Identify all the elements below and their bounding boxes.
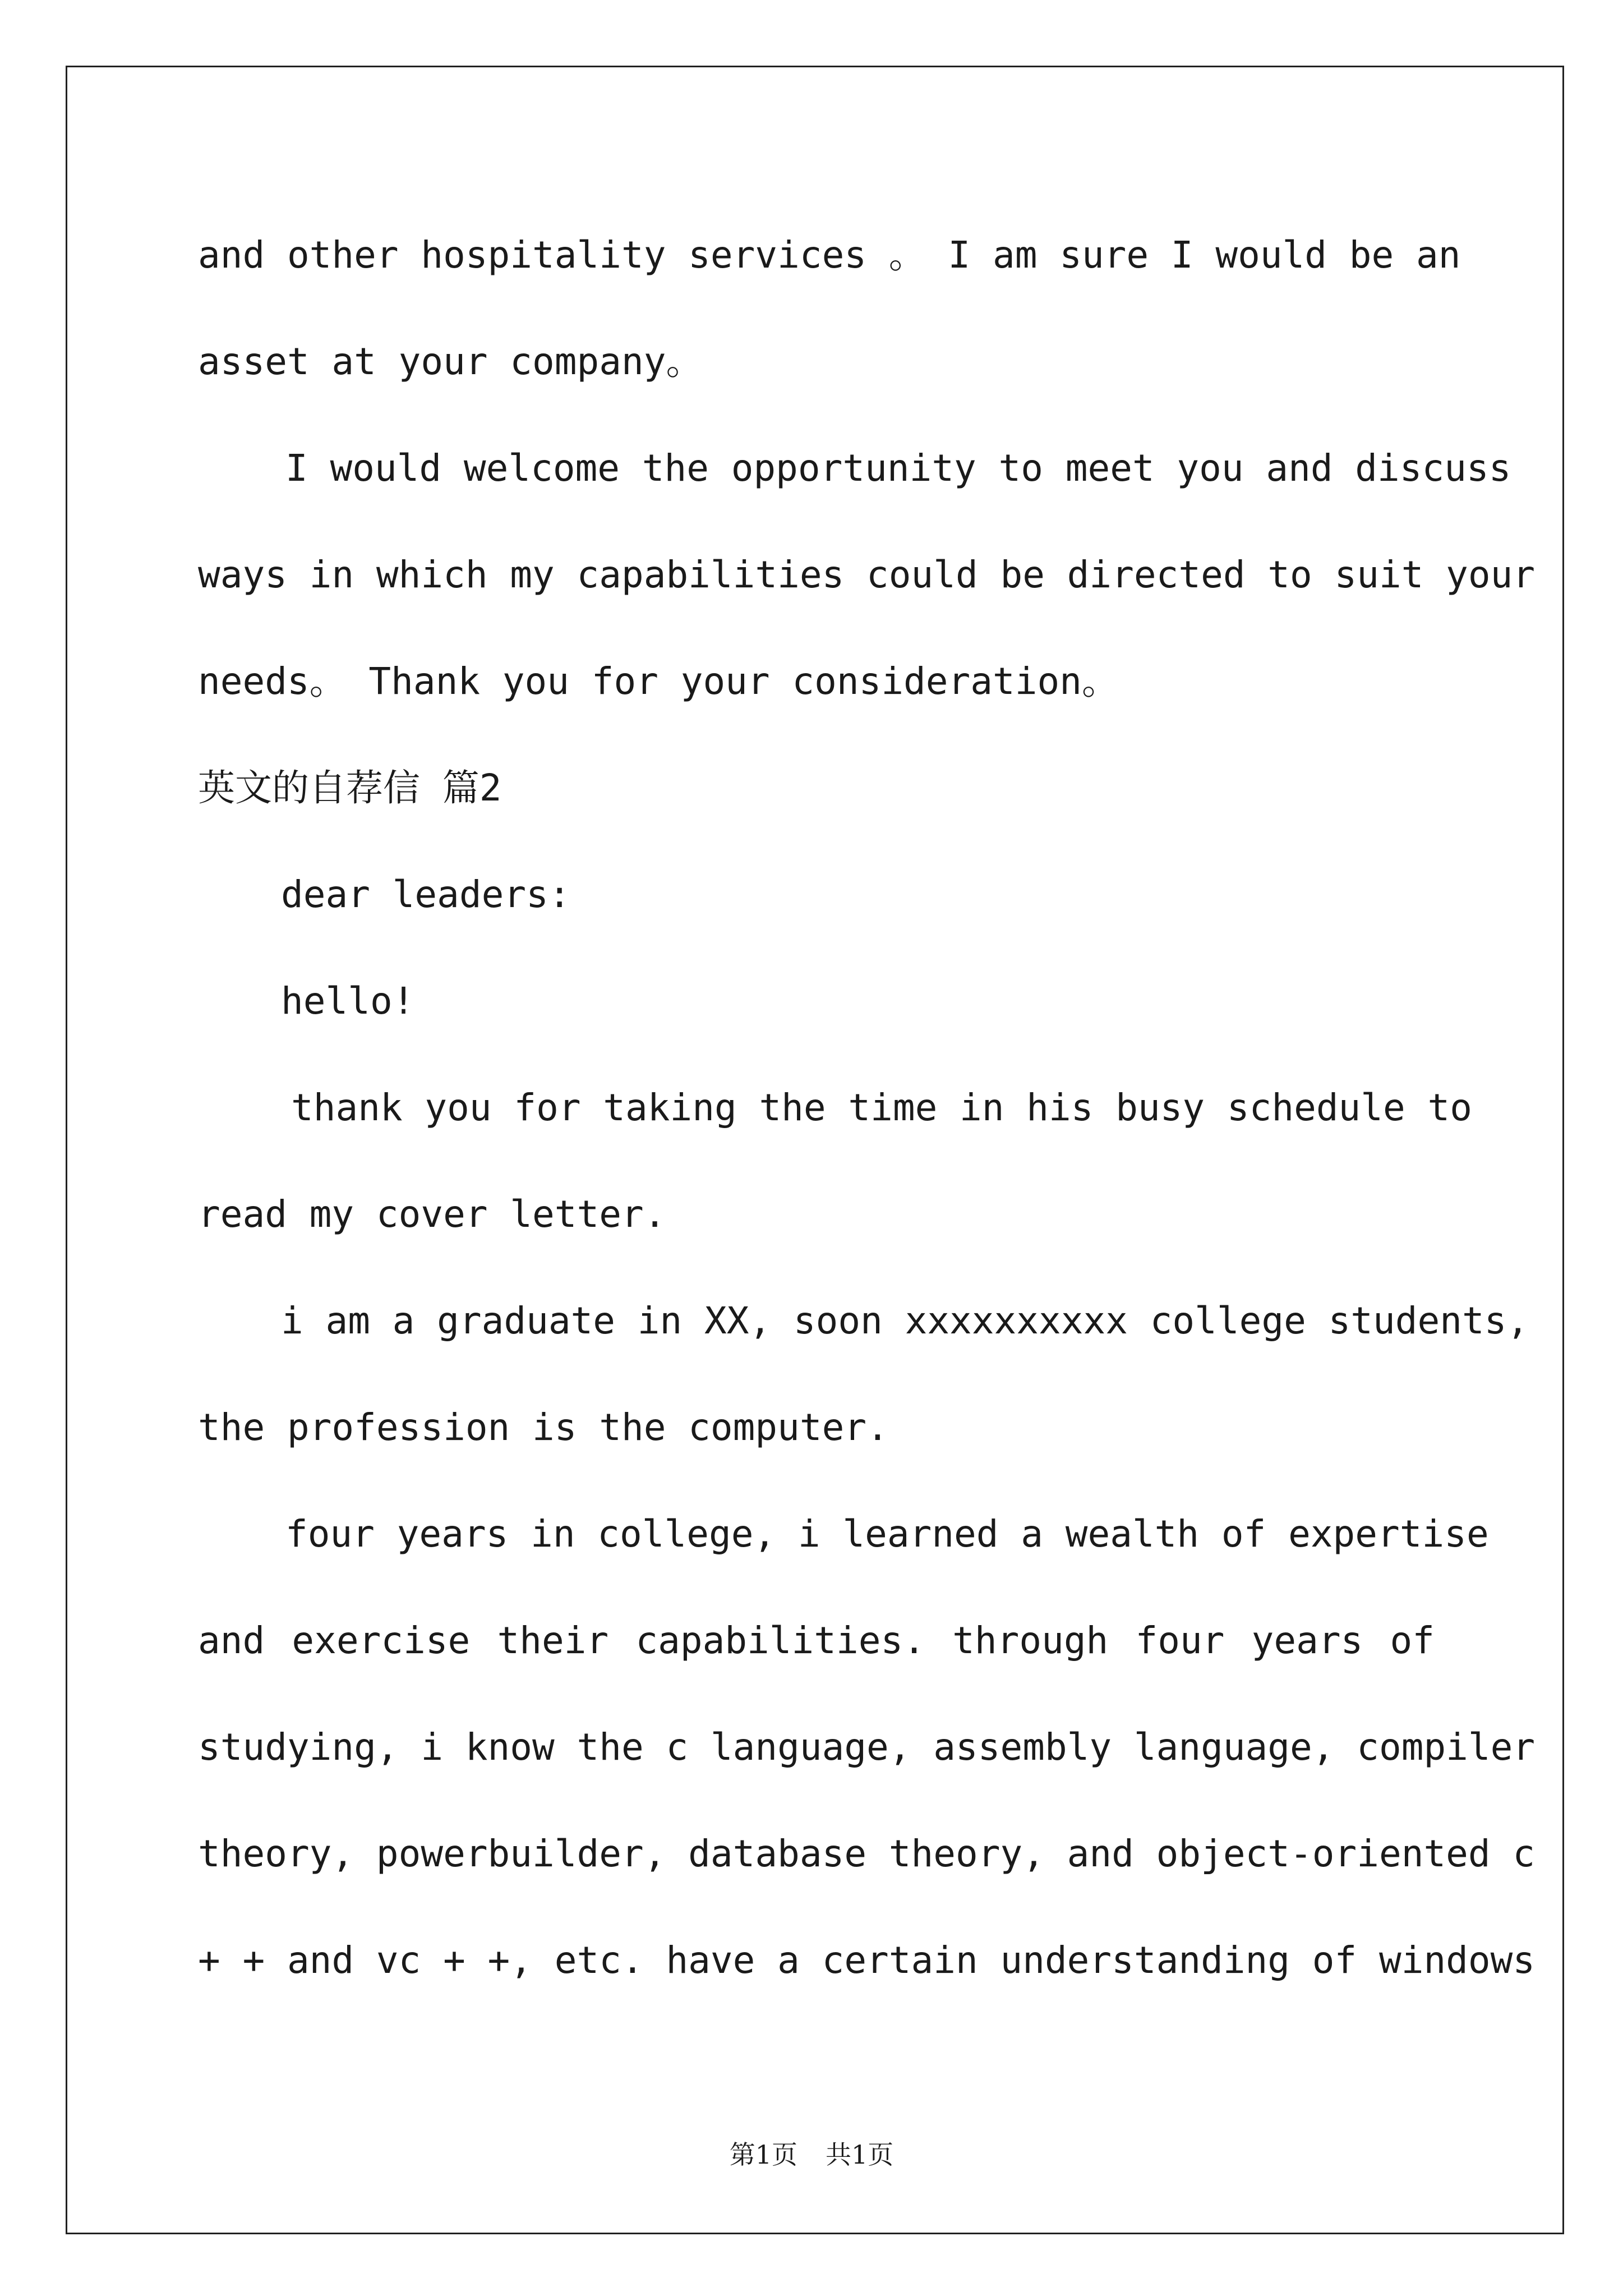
text-line: the profession is the computer. <box>198 1406 889 1449</box>
section-heading: 英文的自荐信 篇2 <box>198 766 502 809</box>
page-footer <box>0 2134 1623 2171</box>
text-line: thank you for taking the time in his busy schedule to <box>291 1086 1472 1129</box>
salutation: dear leaders: <box>281 873 571 916</box>
text-line: read my cover letter. <box>198 1193 666 1236</box>
text-line: studying, i know the c language, assembly language, compiler <box>198 1726 1536 1769</box>
text-line: + + and vc + +, etc. have a certain understanding of windows <box>198 1939 1536 1982</box>
text-line: theory, powerbuilder, database theory, and object-oriented c <box>198 1832 1536 1875</box>
text-line: i am a graduate in XX, soon xxxxxxxxxx college students, <box>281 1299 1529 1342</box>
text-line: and other hospitality services 。 I am sure I would be an <box>198 233 1461 277</box>
page-number: 第1页 <box>729 2139 797 2170</box>
text-line: four years in college, i learned a wealth of expertise <box>285 1512 1489 1556</box>
document-body <box>198 213 1536 2025</box>
text-line: ways in which my capabilities could be directed to suit your <box>198 553 1536 596</box>
page-total: 共1页 <box>826 2139 894 2170</box>
text-line: needs。 Thank you for your consideration。 <box>198 660 1119 703</box>
text-line: asset at your company。 <box>198 340 703 383</box>
greeting: hello! <box>281 979 415 1023</box>
text-line: and exercise their capabilities. through four years of <box>198 1619 1435 1662</box>
text-line: I would welcome the opportunity to meet you and discuss <box>285 447 1511 490</box>
